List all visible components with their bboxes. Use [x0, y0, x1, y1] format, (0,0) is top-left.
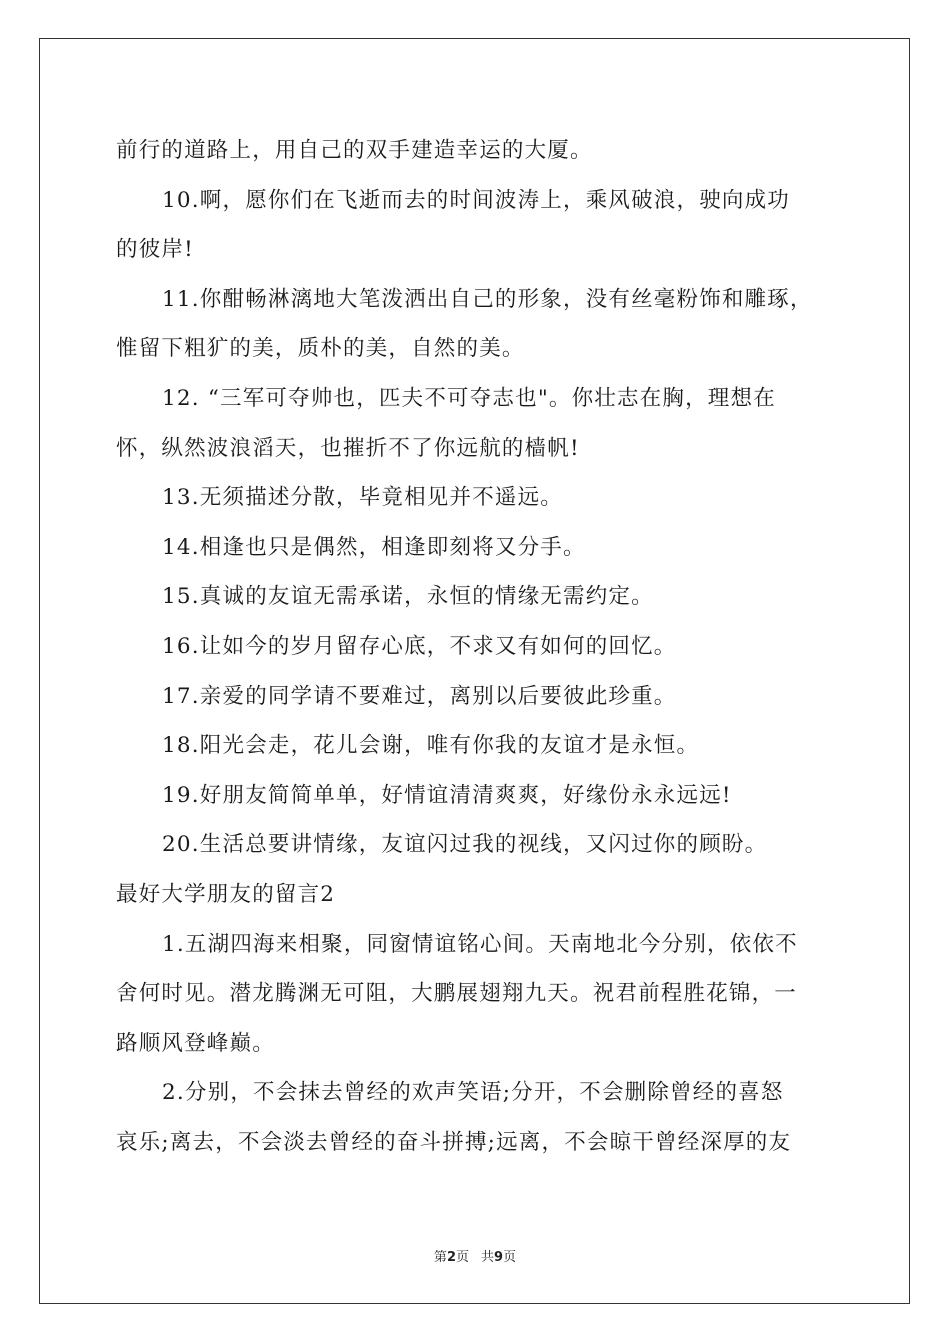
list-item-2: 2.分别，不会抹去曾经的欢声笑语;分开，不会删除曾经的喜怒	[162, 1080, 784, 1106]
list-item-15: 15.真诚的友谊无需承诺，永恒的情缘无需约定。	[162, 584, 654, 610]
current-page-number: 2	[446, 1250, 456, 1265]
total-prefix: 共	[481, 1250, 495, 1265]
total-page-number: 9	[494, 1250, 504, 1265]
list-item-1: 1.五湖四海来相聚，同窗情谊铭心间。天南地北今分别，依依不	[162, 931, 798, 957]
list-item-20: 20.生活总要讲情缘，友谊闪过我的视线，又闪过你的顾盼。	[162, 832, 768, 858]
list-item-12: 12. “三军可夺帅也，匹夫不可夺志也"。你壮志在胸，理想在	[162, 385, 776, 411]
list-item-17: 17.亲爱的同学请不要难过，离别以后要彼此珍重。	[162, 683, 677, 709]
page-footer	[0, 1246, 950, 1265]
page-suffix: 页	[455, 1250, 469, 1265]
total-suffix: 页	[503, 1250, 517, 1265]
page-prefix: 第	[433, 1250, 447, 1265]
section-heading: 最好大学朋友的留言2	[116, 881, 336, 907]
list-item-19: 19.好朋友简简单单，好情谊清清爽爽，好缘份永永远远!	[162, 782, 732, 808]
list-item-16: 16.让如今的岁月留存心底，不求又有如何的回忆。	[162, 633, 677, 659]
text-line: 怀，纵然波浪滔天，也摧折不了你远航的樯帆!	[116, 435, 580, 461]
text-line: 惟留下粗犷的美，质朴的美，自然的美。	[116, 336, 525, 362]
list-item-10: 10.啊，愿你们在飞逝而去的时间波涛上，乘风破浪，驶向成功	[162, 187, 790, 213]
text-line: 前行的道路上，用自己的双手建造幸运的大厦。	[116, 138, 593, 163]
text-line: 哀乐;离去，不会淡去曾经的奋斗拼搏;远离，不会晾干曾经深厚的友	[116, 1129, 792, 1155]
list-item-14: 14.相逢也只是偶然，相逢即刻将又分手。	[162, 534, 586, 560]
list-item-13: 13.无须描述分散，毕竟相见并不遥远。	[162, 485, 563, 511]
text-line: 舍何时见。潜龙腾渊无可阻，大鹏展翅翔九天。祝君前程胜花锦，一	[116, 981, 798, 1007]
list-item-18: 18.阳光会走，花儿会谢，唯有你我的友谊才是永恒。	[162, 733, 700, 759]
text-line: 路顺风登峰巅。	[116, 1030, 275, 1056]
document-body	[116, 126, 846, 1167]
text-line: 的彼岸!	[116, 237, 194, 263]
list-item-11: 11.你酣畅淋漓地大笔泼洒出自己的形象，没有丝毫粉饰和雕琢，	[162, 286, 813, 312]
